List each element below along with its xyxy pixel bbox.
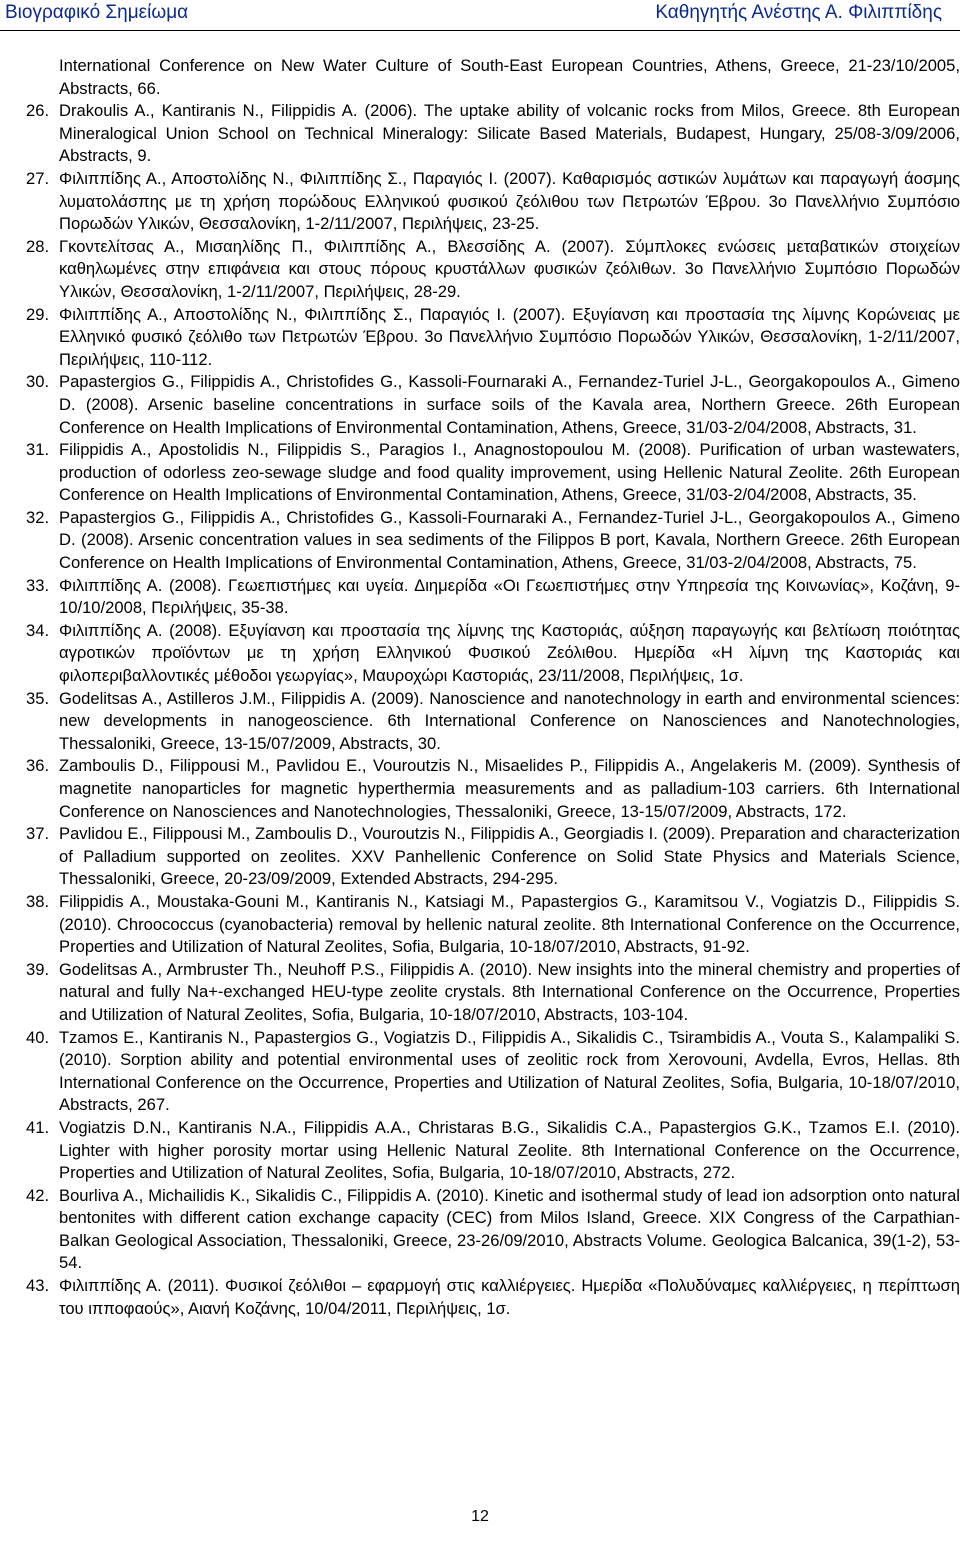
entry-number: 32.: [26, 507, 50, 527]
entry-text: International Conference on New Water Culture of South-East European Countries, Athens, Greece, 21-23/10/2005, Abstracts, 66.: [59, 56, 960, 98]
entry-number: 33.: [26, 575, 50, 595]
publication-entry: [22, 688, 960, 756]
entry-text: Papastergios G., Filippidis A., Christofides G., Kassoli-Fournaraki A., Fernandez-Turiel J-L., Georgakopoulos A., Gimeno D. (2008). Arsenic concentration values in sea sediments of the Filippos B port, Kavala, Northern Greece. 26th European Conference on Health Implications of Environmental Contamination, Athens, Greece, 31/03-2/04/2008, Abstracts, 75.: [59, 507, 960, 573]
publication-entry: [22, 1027, 960, 1117]
entry-number: 39.: [26, 959, 50, 979]
entry-number: 36.: [26, 756, 50, 776]
publication-entry: [22, 168, 960, 236]
entry-number: 37.: [26, 824, 50, 844]
entry-text: Drakoulis A., Kantiranis N., Filippidis A. (2006). The uptake ability of volcanic rocks from Milos, Greece. 8th European Mineralogical Union School on Technical Mineralogy: Silicate Based Materials, Budapest, Hungary, 25/08-3/09/2006, Abstracts, 9.: [59, 101, 960, 166]
entry-text: Bourliva A., Michailidis K., Sikalidis C., Filippidis A. (2010). Kinetic and isothermal study of lead ion adsorption onto natural bentonites with different cation exchange capacity (CEC) from Milos Island, Greece. XIX Congress of the Carpathian-Balkan Geological Association, Thessaloniki, Greece, 23-26/09/2010, Abstracts Volume. Geologica Balcanica, 39(1-2), 53-54.: [59, 1185, 960, 1273]
publication-entry: [22, 439, 960, 507]
header-author: Καθηγητής Ανέστης Α. Φιλιππίδης: [655, 2, 942, 23]
publication-entry: [22, 55, 960, 100]
entry-number: 40.: [26, 1027, 50, 1047]
publication-entry: [22, 1275, 960, 1320]
entry-text: Filippidis A., Moustaka-Gouni M., Kantiranis N., Katsiagi M., Papastergios G., Karamitsou V., Vogiatzis D., Filippidis S. (2010). Chroococcus (cyanobacteria) removal by hellenic natural zeolite. 8th International Conference on the Occurrence, Properties and Utilization of Natural Zeolites, Sofia, Bulgaria, 10-18/07/2010, Abstracts, 91-92.: [59, 891, 960, 957]
publication-entry: [22, 304, 960, 372]
entry-text: Φιλιππίδης Α. (2011). Φυσικοί ζεόλιθοι – εφαρμογή στις καλλιέργειες. Ημερίδα «Πολυδύναμες καλλιέργειες, η περίπτωση του ιπποφαούς», Αιανή Κοζάνης, 10/04/2011, Περιλήψεις, 1σ.: [59, 1276, 960, 1318]
publication-entry: [22, 100, 960, 168]
entry-number: 34.: [26, 620, 50, 640]
publication-entry: [22, 755, 960, 823]
publication-entry: [22, 823, 960, 891]
publication-list: [22, 55, 960, 1320]
publication-entry: [22, 1117, 960, 1185]
entry-text: Tzamos E., Kantiranis N., Papastergios G., Vogiatzis D., Filippidis A., Sikalidis C., Tsirambidis A., Vouta S., Kalampaliki S. (2010). Sorption ability and potential environmental uses of zeolitic rock from Xerovouni, Avdella, Evros, Hellas. 8th International Conference on the Occurrence, Properties and Utilization of Natural Zeolites, Sofia, Bulgaria, 10-18/07/2010, Abstracts, 267.: [59, 1027, 960, 1115]
publication-entry: [22, 1185, 960, 1275]
entry-number: 42.: [26, 1185, 50, 1205]
entry-text: Papastergios G., Filippidis A., Christofides G., Kassoli-Fournaraki A., Fernandez-Turiel J-L., Georgakopoulos A., Gimeno D. (2008). Arsenic baseline concentrations in surface soils of the Kavala area, Northern Greece. 26th European Conference on Health Implications of Environmental Contamination, Athens, Greece, 31/03-2/04/2008, Abstracts, 31.: [59, 372, 960, 437]
entry-number: 29.: [26, 304, 50, 324]
entry-number: 41.: [26, 1117, 50, 1137]
entry-text: Filippidis A., Apostolidis N., Filippidis S., Paragios I., Anagnostopoulou M. (2008). Purification of urban wastewaters, production of odorless zeo-sewage sludge and food quality improvement, using Hellenic Natural Zeolite. 26th European Conference on Health Implications of Environmental Contamination, Athens, Greece, 31/03-2/04/2008, Abstracts, 35.: [59, 440, 960, 505]
entry-text: Godelitsas A., Armbruster Th., Neuhoff P.S., Filippidis A. (2010). New insights into the mineral chemistry and properties of natural and fully Na+-exchanged HEU-type zeolite crystals. 8th International Conference on the Occurrence, Properties and Utilization of Natural Zeolites, Sofia, Bulgaria, 10-18/07/2010, Abstracts, 103-104.: [59, 959, 960, 1024]
entry-number: 28.: [26, 236, 50, 256]
publication-entry: [22, 371, 960, 439]
entry-text: Zamboulis D., Filippousi M., Pavlidou E., Vouroutzis N., Misaelides P., Filippidis A., Angelakeris M. (2009). Synthesis of magnetite nanoparticles for magnetic hyperthermia measurements and as palladium-103 carriers. 6th International Conference on Nanosciences and Nanotechnologies, Thessaloniki, Greece, 13-15/07/2009, Abstracts, 172.: [59, 756, 960, 821]
entry-number: 27.: [26, 168, 50, 188]
entry-number: 43.: [26, 1276, 50, 1296]
entry-number: 26.: [26, 101, 50, 121]
entry-text: Vogiatzis D.N., Kantiranis N.A., Filippidis A.A., Christaras B.G., Sikalidis C.A., Papastergios G.K., Tzamos E.I. (2010). Lighter with higher porosity mortar using Hellenic Natural Zeolite. 8th International Conference on the Occurrence, Properties and Utilization of Natural Zeolites, Sofia, Bulgaria, 10-18/07/2010, Abstracts, 272.: [59, 1117, 960, 1183]
entry-number: 35.: [26, 688, 50, 708]
publication-entry: [22, 959, 960, 1027]
page-number: 12: [471, 1508, 489, 1525]
publication-entry: [22, 620, 960, 688]
entry-text: Pavlidou E., Filippousi M., Zamboulis D., Vouroutzis N., Filippidis A., Georgiadis I. (2009). Preparation and characterization of Palladium supported on zeolites. XXV Panhellenic Conference on Solid State Physics and Materials Science, Thessaloniki, Greece, 20-23/09/2009, Extended Abstracts, 294-295.: [59, 824, 960, 889]
entry-text: Φιλιππίδης Α. (2008). Γεωεπιστήμες και υγεία. Διημερίδα «Οι Γεωεπιστήμες στην Υπηρεσία της Κοινωνίας», Κοζάνη, 9-10/10/2008, Περιλήψεις, 35-38.: [59, 575, 960, 618]
entry-number: 38.: [26, 891, 50, 911]
publication-entry: [22, 507, 960, 575]
page-header: [0, 0, 960, 31]
entry-text: Godelitsas A., Astilleros J.M., Filippidis A. (2009). Nanoscience and nanotechnology in earth and environmental sciences: new developments in nanogeoscience. 6th International Conference on Nanosciences and Nanotechnologies, Thessaloniki, Greece, 13-15/07/2009, Abstracts, 30.: [59, 688, 960, 753]
entry-text: Φιλιππίδης Α., Αποστολίδης Ν., Φιλιππίδης Σ., Παραγιός Ι. (2007). Καθαρισμός αστικών λυμάτων και παραγωγή άοσμης λυματολάσπης με τη χρήση πορώδους Ελληνικού φυσικού ζεόλιθου των Πετρωτών Έβρου. 3ο Πανελλήνιο Συμπόσιο Πορωδών Υλικών, Θεσσαλονίκη, 1-2/11/2007, Περιλήψεις, 23-25.: [59, 168, 960, 234]
entry-text: Φιλιππίδης Α., Αποστολίδης Ν., Φιλιππίδης Σ., Παραγιός Ι. (2007). Εξυγίανση και προστασία της λίμνης Κορώνειας με Ελληνικό φυσικό ζεόλιθο των Πετρωτών Έβρου. 3ο Πανελλήνιο Συμπόσιο Πορωδών Υλικών, Θεσσαλονίκη, 1-2/11/2007, Περιλήψεις, 110-112.: [59, 304, 960, 369]
entry-number: 30.: [26, 372, 50, 392]
publication-entry: [22, 575, 960, 620]
entry-text: Γκοντελίτσας Α., Μισαηλίδης Π., Φιλιππίδης Α., Βλεσσίδης Α. (2007). Σύμπλοκες ενώσεις μεταβατικών στοιχείων καθηλωμένες στην επιφάνεια και στους πόρους κρυστάλλων φυσικών ζεόλιθων. 3ο Πανελλήνιο Συμπόσιο Πορωδών Υλικών, Θεσσαλονίκη, 1-2/11/2007, Περιλήψεις, 28-29.: [59, 236, 960, 301]
entry-number: 31.: [26, 440, 50, 460]
header-title: Βιογραφικό Σημείωμα: [5, 2, 189, 23]
publication-entry: [22, 891, 960, 959]
entry-text: Φιλιππίδης Α. (2008). Εξυγίανση και προστασία της λίμνης της Καστοριάς, αύξηση παραγωγής και βελτίωση ποιότητας αγροτικών προϊόντων με τη χρήση Ελληνικού Φυσικού Ζεόλιθου. Ημερίδα «Η λίμνη της Καστοριάς και φιλοπεριβαλλοντικές μέθοδοι γεωργίας», Μαυροχώρι Καστοριάς, 23/11/2008, Περιλήψεις, 1σ.: [59, 620, 960, 686]
publication-entry: [22, 236, 960, 304]
